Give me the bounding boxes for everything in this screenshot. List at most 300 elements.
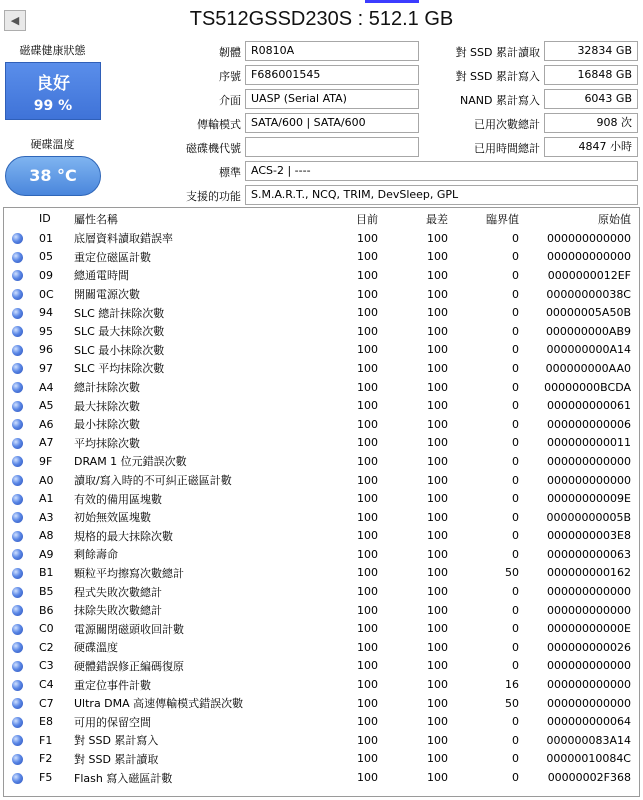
attribute-raw: 00000000000E (547, 622, 631, 636)
transfer-mode-value: SATA/600 | SATA/600 (245, 113, 419, 133)
table-row[interactable] (4, 229, 641, 248)
attribute-name: 對 SSD 累計寫入 (74, 734, 159, 748)
status-dot-icon (12, 717, 23, 728)
attribute-name: Flash 寫入磁區計數 (74, 771, 173, 785)
table-row[interactable] (4, 657, 641, 676)
attribute-id: 05 (39, 250, 53, 264)
status-dot-cell (4, 731, 30, 750)
attribute-current: 100 (357, 547, 378, 561)
table-row[interactable] (4, 582, 641, 601)
attribute-name: 初始無效區塊數 (74, 511, 151, 525)
table-row[interactable] (4, 675, 641, 694)
attribute-threshold: 0 (512, 771, 519, 785)
attribute-id: 96 (39, 343, 53, 357)
attribute-id: A8 (39, 529, 54, 543)
attribute-id: B1 (39, 566, 54, 580)
attribute-threshold: 0 (512, 492, 519, 506)
header-id[interactable]: ID (39, 212, 51, 225)
attribute-current: 100 (357, 473, 378, 487)
attribute-current: 100 (357, 659, 378, 673)
attribute-name: 對 SSD 累計讀取 (74, 752, 159, 766)
attribute-id: E8 (39, 715, 53, 729)
attribute-worst: 100 (427, 733, 448, 747)
status-dot-icon (12, 754, 23, 765)
status-dot-icon (12, 382, 23, 393)
table-row[interactable] (4, 527, 641, 546)
top-strip (0, 0, 643, 4)
attribute-raw: 000000000000 (547, 473, 631, 487)
table-row[interactable] (4, 489, 641, 508)
attribute-current: 100 (357, 436, 378, 450)
attribute-worst: 100 (427, 529, 448, 543)
attribute-name: 重定位事件計數 (74, 678, 151, 692)
table-row[interactable] (4, 434, 641, 453)
attribute-threshold: 0 (512, 585, 519, 599)
table-row[interactable] (4, 452, 641, 471)
attribute-name: 可用的保留空間 (74, 715, 151, 729)
attribute-worst: 100 (427, 547, 448, 561)
table-row[interactable] (4, 303, 641, 322)
attribute-threshold: 50 (505, 696, 519, 710)
attribute-raw: 000000000000 (547, 659, 631, 673)
attribute-threshold: 0 (512, 250, 519, 264)
attribute-threshold: 0 (512, 343, 519, 357)
attribute-worst: 100 (427, 659, 448, 673)
attribute-name: SLC 平均抹除次數 (74, 362, 165, 376)
status-dot-icon (12, 345, 23, 356)
attribute-id: F2 (39, 752, 53, 766)
attribute-name: SLC 最大抹除次數 (74, 325, 165, 339)
attribute-raw: 000000000000 (547, 603, 631, 617)
features-label: 支援的功能 (186, 190, 241, 203)
attribute-worst: 100 (427, 603, 448, 617)
power-on-hours-value: 4847 小時 (544, 137, 638, 157)
table-row[interactable] (4, 731, 641, 750)
attribute-id: 94 (39, 306, 53, 320)
status-dot-cell (4, 434, 30, 453)
attribute-threshold: 0 (512, 306, 519, 320)
attribute-raw: 000000000064 (547, 715, 631, 729)
table-row[interactable] (4, 415, 641, 434)
status-dot-cell (4, 489, 30, 508)
attribute-worst: 100 (427, 622, 448, 636)
power-on-hours-label: 已用時間總計 (474, 142, 540, 155)
status-dot-icon (12, 233, 23, 244)
attribute-id: 01 (39, 231, 53, 245)
attribute-id: C2 (39, 640, 54, 654)
status-dot-cell (4, 657, 30, 676)
attribute-name: 重定位磁區計數 (74, 250, 151, 264)
attribute-name: 開關電源次數 (74, 288, 140, 302)
attribute-current: 100 (357, 492, 378, 506)
host-writes-value: 16848 GB (544, 65, 638, 85)
status-dot-icon (12, 735, 23, 746)
table-row[interactable] (4, 396, 641, 415)
attribute-worst: 100 (427, 287, 448, 301)
attribute-id: A9 (39, 547, 54, 561)
attribute-raw: 000000083A14 (546, 733, 631, 747)
table-row[interactable] (4, 601, 641, 620)
status-dot-icon (12, 419, 23, 430)
attribute-id: C4 (39, 678, 54, 692)
header-raw[interactable]: 原始值 (598, 212, 631, 226)
firmware-value: R0810A (245, 41, 419, 61)
attribute-raw: 00000000009E (547, 492, 631, 506)
status-dot-icon (12, 438, 23, 449)
health-status-label: 磁碟健康狀態 (19, 44, 86, 57)
attribute-threshold: 0 (512, 436, 519, 450)
status-dot-cell (4, 564, 30, 583)
attribute-worst: 100 (427, 566, 448, 580)
status-dot-cell (4, 582, 30, 601)
attribute-worst: 100 (427, 380, 448, 394)
attribute-current: 100 (357, 417, 378, 431)
status-dot-icon (12, 549, 23, 560)
attribute-name: 總通電時間 (74, 269, 129, 283)
attribute-name: DRAM 1 位元錯誤次數 (74, 455, 187, 469)
attribute-threshold: 0 (512, 510, 519, 524)
attribute-raw: 00000005A50B (545, 306, 631, 320)
attribute-name: 有效的備用區塊數 (74, 492, 162, 506)
drive-letter-label: 磁碟機代號 (186, 142, 241, 155)
power-on-count-label: 已用次數總計 (474, 118, 540, 131)
status-dot-icon (12, 773, 23, 784)
attribute-id: C0 (39, 622, 54, 636)
drive-letter-value (245, 137, 419, 157)
status-dot-icon (12, 289, 23, 300)
status-dot-cell (4, 285, 30, 304)
attribute-worst: 100 (427, 268, 448, 282)
attribute-worst: 100 (427, 231, 448, 245)
status-dot-cell (4, 322, 30, 341)
attribute-current: 100 (357, 733, 378, 747)
attribute-worst: 100 (427, 640, 448, 654)
attribute-id: 09 (39, 268, 53, 282)
attribute-worst: 100 (427, 715, 448, 729)
attribute-current: 100 (357, 287, 378, 301)
table-row[interactable] (4, 545, 641, 564)
attribute-name: 顆粒平均擦寫次數總計 (74, 566, 184, 580)
header-name[interactable]: 屬性名稱 (74, 212, 118, 226)
attribute-worst: 100 (427, 492, 448, 506)
attribute-threshold: 0 (512, 733, 519, 747)
status-dot-cell (4, 750, 30, 769)
standard-value: ACS-2 | ---- (245, 161, 638, 181)
attribute-name: 底層資料讀取錯誤率 (74, 232, 173, 246)
attribute-id: F5 (39, 771, 53, 785)
status-dot-icon (12, 494, 23, 505)
table-row[interactable] (4, 564, 641, 583)
status-dot-cell (4, 396, 30, 415)
status-dot-icon (12, 680, 23, 691)
attribute-worst: 100 (427, 454, 448, 468)
attribute-id: A1 (39, 492, 54, 506)
attribute-name: Ultra DMA 高速傳輸模式錯誤次數 (74, 697, 244, 711)
status-dot-icon (12, 475, 23, 486)
attribute-threshold: 0 (512, 268, 519, 282)
attribute-raw: 0000000012EF (547, 268, 631, 282)
attribute-raw: 000000000000 (547, 250, 631, 264)
serial-label: 序號 (219, 70, 241, 83)
header-current[interactable]: 目前 (356, 212, 378, 226)
attribute-worst: 100 (427, 324, 448, 338)
nand-writes-value: 6043 GB (544, 89, 638, 109)
attribute-id: F1 (39, 733, 53, 747)
disk-title: TS512GSSD230S : 512.1 GB (189, 8, 454, 30)
attribute-worst: 100 (427, 343, 448, 357)
attribute-threshold: 0 (512, 399, 519, 413)
status-dot-icon (12, 531, 23, 542)
status-dot-cell (4, 341, 30, 360)
status-dot-cell (4, 619, 30, 638)
attribute-worst: 100 (427, 771, 448, 785)
table-row[interactable] (4, 359, 641, 378)
attribute-threshold: 0 (512, 622, 519, 636)
attribute-raw: 000000000AA0 (545, 361, 631, 375)
attribute-threshold: 0 (512, 603, 519, 617)
attribute-id: A7 (39, 436, 54, 450)
table-row[interactable] (4, 471, 641, 490)
status-dot-icon (12, 642, 23, 653)
attribute-current: 100 (357, 268, 378, 282)
attribute-raw: 00000002F368 (547, 771, 631, 785)
attribute-current: 100 (357, 380, 378, 394)
status-dot-icon (12, 568, 23, 579)
attribute-current: 100 (357, 678, 378, 692)
attribute-current: 100 (357, 752, 378, 766)
table-row[interactable] (4, 619, 641, 638)
attribute-raw: 000000000162 (547, 566, 631, 580)
attribute-id: C7 (39, 696, 54, 710)
health-percent: 99 % (33, 98, 73, 114)
attribute-threshold: 0 (512, 454, 519, 468)
attribute-name: 讀取/寫入時的不可糾正磁區計數 (74, 474, 232, 488)
attribute-raw: 00000010084C (546, 752, 631, 766)
temperature-label: 硬碟溫度 (30, 138, 75, 151)
attribute-raw: 000000000A14 (546, 343, 631, 357)
status-dot-icon (12, 308, 23, 319)
attribute-current: 100 (357, 715, 378, 729)
attribute-worst: 100 (427, 510, 448, 524)
attribute-raw: 000000000061 (547, 399, 631, 413)
attribute-name: 電源關閉磁頭收回計數 (74, 622, 184, 636)
status-dot-icon (12, 270, 23, 281)
attribute-worst: 100 (427, 473, 448, 487)
attribute-worst: 100 (427, 436, 448, 450)
attribute-worst: 100 (427, 752, 448, 766)
status-dot-icon (12, 512, 23, 523)
attribute-name: SLC 總計抹除次數 (74, 306, 165, 320)
status-dot-cell (4, 359, 30, 378)
table-row[interactable] (4, 248, 641, 267)
header-worst[interactable]: 最差 (426, 212, 448, 226)
attribute-raw: 000000000000 (547, 585, 631, 599)
attribute-threshold: 0 (512, 361, 519, 375)
table-header-row (4, 208, 641, 229)
status-dot-icon (12, 661, 23, 672)
attribute-threshold: 50 (505, 566, 519, 580)
attribute-current: 100 (357, 454, 378, 468)
attribute-name: SLC 最小抹除次數 (74, 343, 165, 357)
status-dot-icon (12, 587, 23, 598)
attribute-current: 100 (357, 585, 378, 599)
attribute-threshold: 0 (512, 547, 519, 561)
host-writes-label: 對 SSD 累計寫入 (455, 70, 540, 83)
status-dot-cell (4, 638, 30, 657)
attribute-worst: 100 (427, 306, 448, 320)
attribute-id: B5 (39, 585, 54, 599)
attribute-name: 程式失敗次數總計 (74, 585, 162, 599)
host-reads-value: 32834 GB (544, 41, 638, 61)
status-dot-cell (4, 601, 30, 620)
attribute-current: 100 (357, 399, 378, 413)
attribute-threshold: 0 (512, 324, 519, 338)
health-status-badge[interactable] (5, 62, 101, 120)
table-row[interactable] (4, 638, 641, 657)
attribute-current: 100 (357, 324, 378, 338)
attribute-id: A5 (39, 399, 54, 413)
attribute-id: A0 (39, 473, 54, 487)
attribute-worst: 100 (427, 585, 448, 599)
attribute-id: A6 (39, 417, 54, 431)
attribute-raw: 000000000011 (547, 436, 631, 450)
attribute-threshold: 0 (512, 380, 519, 394)
table-row[interactable] (4, 508, 641, 527)
attribute-name: 總計抹除次數 (74, 381, 140, 395)
nand-writes-label: NAND 累計寫入 (460, 94, 540, 107)
attribute-name: 抹除失敗次數總計 (74, 604, 162, 618)
status-dot-icon (12, 326, 23, 337)
interface-label: 介面 (219, 94, 241, 107)
status-dot-cell (4, 545, 30, 564)
table-row[interactable] (4, 341, 641, 360)
status-dot-cell (4, 266, 30, 285)
attribute-threshold: 0 (512, 715, 519, 729)
status-dot-cell (4, 768, 30, 787)
health-status-text: 良好 (36, 74, 70, 94)
attribute-threshold: 0 (512, 752, 519, 766)
attribute-current: 100 (357, 343, 378, 357)
status-dot-cell (4, 452, 30, 471)
table-row[interactable] (4, 285, 641, 304)
interface-value: UASP (Serial ATA) (245, 89, 419, 109)
temperature-badge[interactable]: 38 °C (5, 156, 101, 196)
attribute-name: 剩餘壽命 (74, 548, 118, 562)
attribute-threshold: 0 (512, 231, 519, 245)
attribute-name: 硬碟溫度 (74, 641, 118, 655)
table-row[interactable] (4, 712, 641, 731)
header-threshold[interactable]: 臨界值 (486, 212, 519, 226)
status-dot-icon (12, 401, 23, 412)
status-dot-icon (12, 456, 23, 467)
attribute-worst: 100 (427, 417, 448, 431)
attribute-threshold: 0 (512, 659, 519, 673)
transfer-mode-label: 傳輸模式 (197, 118, 241, 131)
attribute-worst: 100 (427, 678, 448, 692)
header-status (4, 208, 30, 229)
attribute-name: 規格的最大抹除次數 (74, 529, 173, 543)
attribute-id: B6 (39, 603, 54, 617)
status-dot-cell (4, 415, 30, 434)
attribute-threshold: 0 (512, 529, 519, 543)
attribute-current: 100 (357, 510, 378, 524)
table-row[interactable] (4, 322, 641, 341)
status-dot-cell (4, 471, 30, 490)
attribute-raw: 000000000000 (547, 696, 631, 710)
status-dot-cell (4, 527, 30, 546)
status-dot-icon (12, 252, 23, 263)
smart-table[interactable] (3, 207, 640, 797)
table-row[interactable] (4, 768, 641, 787)
attribute-current: 100 (357, 696, 378, 710)
attribute-worst: 100 (427, 250, 448, 264)
attribute-threshold: 0 (512, 473, 519, 487)
attribute-current: 100 (357, 640, 378, 654)
attribute-current: 100 (357, 250, 378, 264)
attribute-current: 100 (357, 361, 378, 375)
status-dot-icon (12, 698, 23, 709)
table-row[interactable] (4, 378, 641, 397)
status-dot-icon (12, 624, 23, 635)
attribute-name: 最小抹除次數 (74, 418, 140, 432)
attribute-name: 最大抹除次數 (74, 399, 140, 413)
attribute-current: 100 (357, 529, 378, 543)
serial-value: F686001545 (245, 65, 419, 85)
attribute-raw: 00000000005B (546, 510, 631, 524)
attribute-raw: 00000000BCDA (544, 380, 631, 394)
status-dot-cell (4, 378, 30, 397)
attribute-worst: 100 (427, 399, 448, 413)
status-dot-cell (4, 694, 30, 713)
attribute-id: 97 (39, 361, 53, 375)
attribute-current: 100 (357, 231, 378, 245)
attribute-id: A4 (39, 380, 54, 394)
attribute-id: 95 (39, 324, 53, 338)
attribute-raw: 000000000AB9 (545, 324, 631, 338)
attribute-name: 平均抹除次數 (74, 436, 140, 450)
attribute-id: 0C (39, 287, 54, 301)
features-value: S.M.A.R.T., NCQ, TRIM, DevSleep, GPL (245, 185, 638, 205)
attribute-current: 100 (357, 771, 378, 785)
status-dot-icon (12, 605, 23, 616)
table-row[interactable] (4, 266, 641, 285)
triangle-left-icon: ◀ (10, 14, 20, 27)
attribute-worst: 100 (427, 696, 448, 710)
power-on-count-value: 908 次 (544, 113, 638, 133)
attribute-raw: 00000000038C (546, 287, 631, 301)
attribute-raw: 000000000006 (547, 417, 631, 431)
attribute-name: 硬體錯誤修正編碼復原 (74, 659, 184, 673)
attribute-current: 100 (357, 622, 378, 636)
attribute-current: 100 (357, 603, 378, 617)
attribute-current: 100 (357, 566, 378, 580)
table-row[interactable] (4, 694, 641, 713)
attribute-raw: 0000000003E8 (547, 529, 631, 543)
attribute-threshold: 0 (512, 640, 519, 654)
attribute-id: 9F (39, 454, 53, 468)
attribute-current: 100 (357, 306, 378, 320)
table-row[interactable] (4, 750, 641, 769)
status-dot-cell (4, 303, 30, 322)
host-reads-label: 對 SSD 累計讀取 (455, 46, 540, 59)
standard-label: 標準 (219, 166, 241, 179)
attribute-threshold: 16 (505, 678, 519, 692)
status-dot-cell (4, 508, 30, 527)
status-dot-cell (4, 248, 30, 267)
attribute-threshold: 0 (512, 287, 519, 301)
status-dot-cell (4, 229, 30, 248)
attribute-worst: 100 (427, 361, 448, 375)
